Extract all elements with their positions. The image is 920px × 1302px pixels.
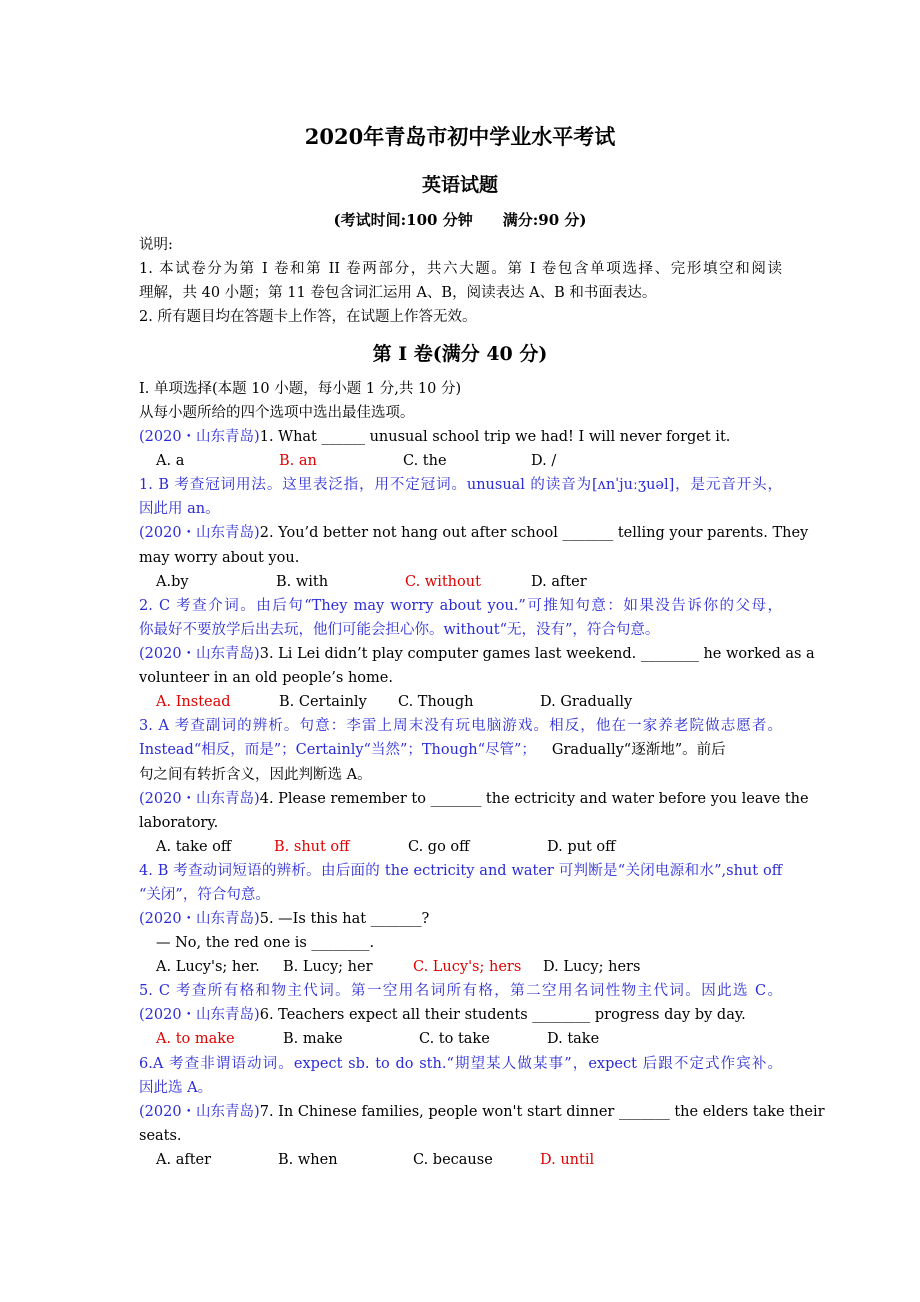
question-source: (2020・山东青岛) bbox=[139, 791, 260, 807]
option-d: D. after bbox=[531, 574, 587, 590]
option-d: D. put off bbox=[547, 839, 616, 855]
question-3 bbox=[139, 644, 815, 664]
option-c: C. the bbox=[403, 453, 447, 469]
note-2: 2. 所有题目均在答题卡上作答，在试题上作答无效。 bbox=[139, 309, 477, 325]
question-text: 5. —Is this hat _______? bbox=[259, 911, 430, 927]
option-d: D. Gradually bbox=[540, 694, 633, 710]
option-a-answer: A. to make bbox=[156, 1031, 235, 1047]
question-7 bbox=[139, 1102, 825, 1122]
question-text: 2. You’d better not hang out after school _______ telling your parents. They bbox=[259, 525, 809, 541]
exam-title: 2020年青岛市初中学业水平考试 bbox=[304, 124, 616, 149]
question-6 bbox=[139, 1005, 782, 1025]
option-a: A. Lucy's; her. bbox=[156, 959, 260, 975]
exam-subtitle: 英语试题 bbox=[421, 174, 498, 196]
option-b: B. make bbox=[283, 1031, 343, 1047]
question-source: (2020・山东青岛) bbox=[139, 429, 260, 445]
option-a: A.by bbox=[156, 574, 189, 590]
option-b: B. when bbox=[278, 1152, 338, 1168]
question-source: (2020・山东青岛) bbox=[139, 646, 260, 662]
option-d: D. Lucy; hers bbox=[543, 959, 641, 975]
explanation-4a: 4. B 考查动词短语的辨析。由后面的 the ectricity and water 可判断是“关闭电源和水”,shut off bbox=[139, 863, 782, 879]
option-a: A. a bbox=[156, 453, 185, 469]
question-1 bbox=[139, 427, 782, 447]
option-a-answer: A. Instead bbox=[156, 694, 231, 710]
option-d: D. take bbox=[547, 1031, 600, 1047]
option-c: C. Though bbox=[398, 694, 474, 710]
explanation-2a: 2. C 考查介词。由后句“They may worry about you.”可推知句意：如果没告诉你的父母， bbox=[139, 598, 782, 614]
question-4 bbox=[139, 789, 809, 809]
option-d: D. / bbox=[531, 453, 557, 469]
part-heading: 第 I 卷(满分 40 分) bbox=[372, 343, 548, 365]
explanation-1a: 1. B 考查冠词用法。这里表泛指，用不定冠词。unusual 的读音为[ʌnˈjuːʒuəl]，是元音开头， bbox=[139, 477, 782, 493]
explanation-1b: 因此用 an。 bbox=[139, 501, 220, 517]
question-source: (2020・山东青岛) bbox=[139, 911, 260, 927]
explanation-3a: 3. A 考查副词的辨析。句意：李雷上周末没有玩电脑游戏。相反，他在一家养老院做志愿者。 bbox=[139, 718, 782, 734]
exam-info: (考试时间:100 分钟 满分:90 分) bbox=[333, 211, 587, 229]
notes-label: 说明: bbox=[139, 237, 173, 253]
option-c: C. because bbox=[413, 1152, 493, 1168]
question-5-cont: — No, the red one is ________. bbox=[156, 935, 375, 951]
explanation-4b: “关闭”，符合句意。 bbox=[139, 887, 270, 903]
question-text: 1. What ______ unusual school trip we had! I will never forget it. bbox=[259, 429, 731, 445]
option-c-answer: C. Lucy's; hers bbox=[413, 959, 522, 975]
option-a: A. after bbox=[156, 1152, 212, 1168]
section-heading: I. 单项选择(本题 10 小题，每小题 1 分,共 10 分) bbox=[139, 381, 462, 397]
explanation-3b-black: Gradually“逐渐地”。前后 bbox=[551, 742, 726, 758]
question-source: (2020・山东青岛) bbox=[139, 525, 260, 541]
explanation-6b: 因此选 A。 bbox=[139, 1080, 213, 1096]
question-5 bbox=[139, 909, 782, 929]
question-4-cont: laboratory. bbox=[139, 815, 219, 831]
explanation-6a: 6.A 考查非谓语动词。expect sb. to do sth.“期望某人做某事”，expect 后跟不定式作宾补。 bbox=[139, 1056, 782, 1072]
question-source: (2020・山东青岛) bbox=[139, 1104, 260, 1120]
explanation-5: 5. C 考查所有格和物主代词。第一空用名词所有格，第二空用名词性物主代词。因此选 C。 bbox=[139, 983, 782, 999]
question-text: 7. In Chinese families, people won't start dinner _______ the elders take their bbox=[259, 1104, 825, 1120]
explanation-2b: 你最好不要放学后出去玩，他们可能会担心你。without“无，没有”，符合句意。 bbox=[139, 622, 660, 638]
section-instruction: 从每小题所给的四个选项中选出最佳选项。 bbox=[139, 405, 415, 421]
note-1b: 理解，共 40 小题；第 11 卷包含词汇运用 A、B，阅读表达 A、B 和书面表达。 bbox=[139, 285, 657, 301]
option-b: B. with bbox=[276, 574, 329, 590]
option-b-answer: B. an bbox=[279, 453, 317, 469]
option-b: B. Lucy; her bbox=[283, 959, 373, 975]
explanation-3b-blue: Instead“相反，而是”；Certainly“当然”；Though“尽管”； bbox=[139, 742, 536, 758]
question-text: 4. Please remember to _______ the ectricity and water before you leave the bbox=[259, 791, 809, 807]
question-7-cont: seats. bbox=[139, 1128, 182, 1144]
option-c: C. to take bbox=[419, 1031, 490, 1047]
explanation-3c: 句之间有转折含义，因此判断选 A。 bbox=[139, 767, 372, 783]
question-text: 6. Teachers expect all their students ________ progress day by day. bbox=[259, 1007, 746, 1023]
option-a: A. take off bbox=[156, 839, 232, 855]
option-b: B. Certainly bbox=[279, 694, 367, 710]
option-b-answer: B. shut off bbox=[274, 839, 350, 855]
option-d-answer: D. until bbox=[540, 1152, 595, 1168]
note-1a: 1. 本试卷分为第 I 卷和第 II 卷两部分，共六大题。第 I 卷包含单项选择、完形填空和阅读 bbox=[139, 261, 782, 277]
option-c: C. go off bbox=[408, 839, 470, 855]
question-source: (2020・山东青岛) bbox=[139, 1007, 260, 1023]
explanation-3b bbox=[139, 740, 782, 760]
option-c-answer: C. without bbox=[405, 574, 481, 590]
question-2-cont: may worry about you. bbox=[139, 550, 300, 566]
question-text: 3. Li Lei didn’t play computer games last weekend. ________ he worked as a bbox=[259, 646, 815, 662]
question-3-cont: volunteer in an old people’s home. bbox=[139, 670, 393, 686]
question-2 bbox=[139, 523, 809, 543]
